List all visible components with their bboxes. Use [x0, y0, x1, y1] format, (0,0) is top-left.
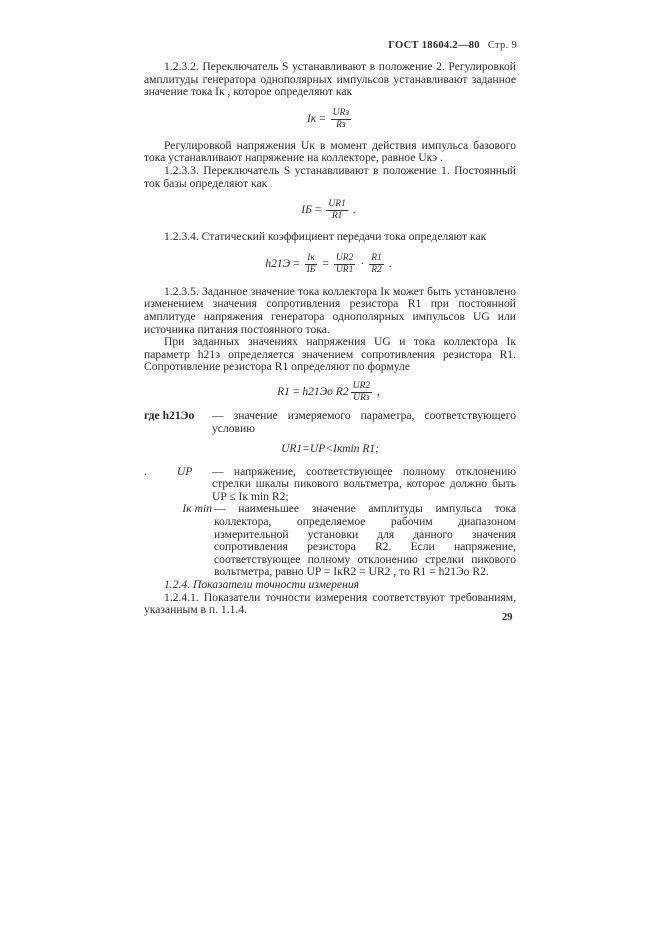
formula-ib-denominator: R1 [331, 211, 343, 222]
fraction-2-denominator: UR1 [335, 264, 354, 275]
definition-ikmin-text: — наименьшее значение амплитуды импульса тока коллектора, определяемое рабочим диапазоном измерительной установки для данного значения сопротивления резистора R2. Если напряжение, соответствующее полному отклонению стрелки пикового вольтметра, равно UP = IкR2 = UR2 , то R1 = h21Эо R2. [214, 502, 516, 579]
formula-r1-fraction [351, 381, 372, 404]
definition-h21eo [144, 410, 516, 435]
formula-r1-end: , [377, 386, 380, 399]
formula-r1: R1 = h21Эо R2 $\frac{UR2}{\text{URз}}$ , [277, 380, 380, 403]
definition-ikmin-term: Iк min [182, 502, 212, 516]
formula-r1-numerator: UR2 [352, 380, 370, 391]
formula-ik-fraction [331, 108, 351, 131]
formula-ib-numerator: UR1 [328, 199, 346, 210]
formula-r1-lhs: R1 [277, 386, 290, 399]
formula-r1-denominator: URз [353, 392, 370, 403]
definition-up-text: — напряжение, соответствующее полному отклонению стрелки шкалы пикового вольтметра, которое должно быть UP ≤ Iк min R2; [212, 464, 516, 503]
formula-h21e-fraction-1 [305, 253, 318, 276]
formula-ik-lhs: Iк [306, 112, 317, 125]
formula-h21e-end: . [388, 257, 392, 270]
definition-h21eo-term: где h21Эо [144, 408, 195, 422]
page-number: 29 [502, 612, 513, 623]
definitions-list [144, 410, 516, 579]
fraction-1-numerator: Iк [305, 253, 318, 265]
formula-h21e-fraction-2 [334, 253, 355, 276]
formula-ib: IБ = $\frac{UR1}{R1}$ . [301, 199, 356, 222]
paragraph-1-2-3-3: 1.2.3.3. Переключатель S устанавливают в положение 1. Постоянный ток базы определяют как [144, 163, 516, 190]
formula-ib-fraction [326, 199, 347, 222]
paragraph-1-2-3-5: 1.2.3.5. Заданное значение тока коллектора Iк может быть установлено изменением значения сопротивления резистора R1 при постоянной амплитуде напряжения генератора однополярных импульсов UG или источника питания постоянного тока. [144, 284, 516, 336]
formula-condition: UR1=UP<Iкmin R1; [281, 443, 379, 456]
fraction-2-numerator: UR2 [335, 252, 354, 263]
page-header [388, 40, 517, 51]
fraction-3-numerator: R1 [371, 252, 382, 263]
formula-h21e-lhs: h21Э [265, 257, 291, 270]
section-1-2-4-title: 1.2.4. Показатели точности измерения [164, 578, 360, 592]
formula-ik-numerator: URз [332, 107, 350, 118]
paragraph-given-values: При заданных значениях напряжения UG и тока коллектора Iк параметр h21э определяется значением сопротивления резистора R1. Сопротивление резистора R1 определяют по формуле [144, 335, 516, 374]
paragraph-uk-regulation: Регулировкой напряжения Uк в момент действия импульса базового тока устанавливают напряжение на коллекторе, равное Uкэ . [144, 138, 516, 165]
document-body [144, 61, 516, 617]
paragraph-1-2-4-1: 1.2.4.1. Показатели точности измерения соответствуют требованиям, указанным в п. 1.1.4. [144, 590, 516, 617]
formula-h21e: h21Э = $\frac{Iк}{IБ}$ = $\frac{UR2}{UR1}$ · $\frac{R1}{R2}$ . [265, 252, 392, 275]
definition-up-dot: . [144, 464, 147, 478]
formula-ik: Iк = $\frac{\text{URз}}{Rз}$ [306, 107, 350, 130]
standard-number: ГОСТ 18604.2—80 [388, 40, 480, 51]
page-label: Стр. 9 [487, 40, 517, 51]
definition-up [144, 466, 516, 504]
definition-up-symbol: UP [176, 464, 193, 478]
definition-up-term [144, 466, 212, 479]
fraction-1-denominator: IБ [306, 264, 316, 275]
formula-ib-end: . [352, 204, 356, 217]
formula-ik-denominator: Rз [336, 119, 346, 130]
formula-r1-mid: h21Эо R2 [302, 386, 349, 399]
formula-ib-lhs: IБ [301, 204, 312, 217]
fraction-3-denominator: R2 [371, 264, 382, 275]
paragraph-1-2-3-4: 1.2.3.4. Статический коэффициент передачи тока определяют как [164, 230, 487, 244]
definition-ikmin [144, 503, 516, 579]
formula-h21e-fraction-3 [369, 253, 384, 276]
definition-h21eo-text: — значение измеряемого параметра, соответствующего условию [212, 408, 516, 435]
paragraph-1-2-3-2: 1.2.3.2. Переключатель S устанавливают в положение 2. Регулировкой амплитуды генератора однополярных импульсов устанавливают заданное значение тока Iк , которое определяют как [144, 60, 516, 99]
